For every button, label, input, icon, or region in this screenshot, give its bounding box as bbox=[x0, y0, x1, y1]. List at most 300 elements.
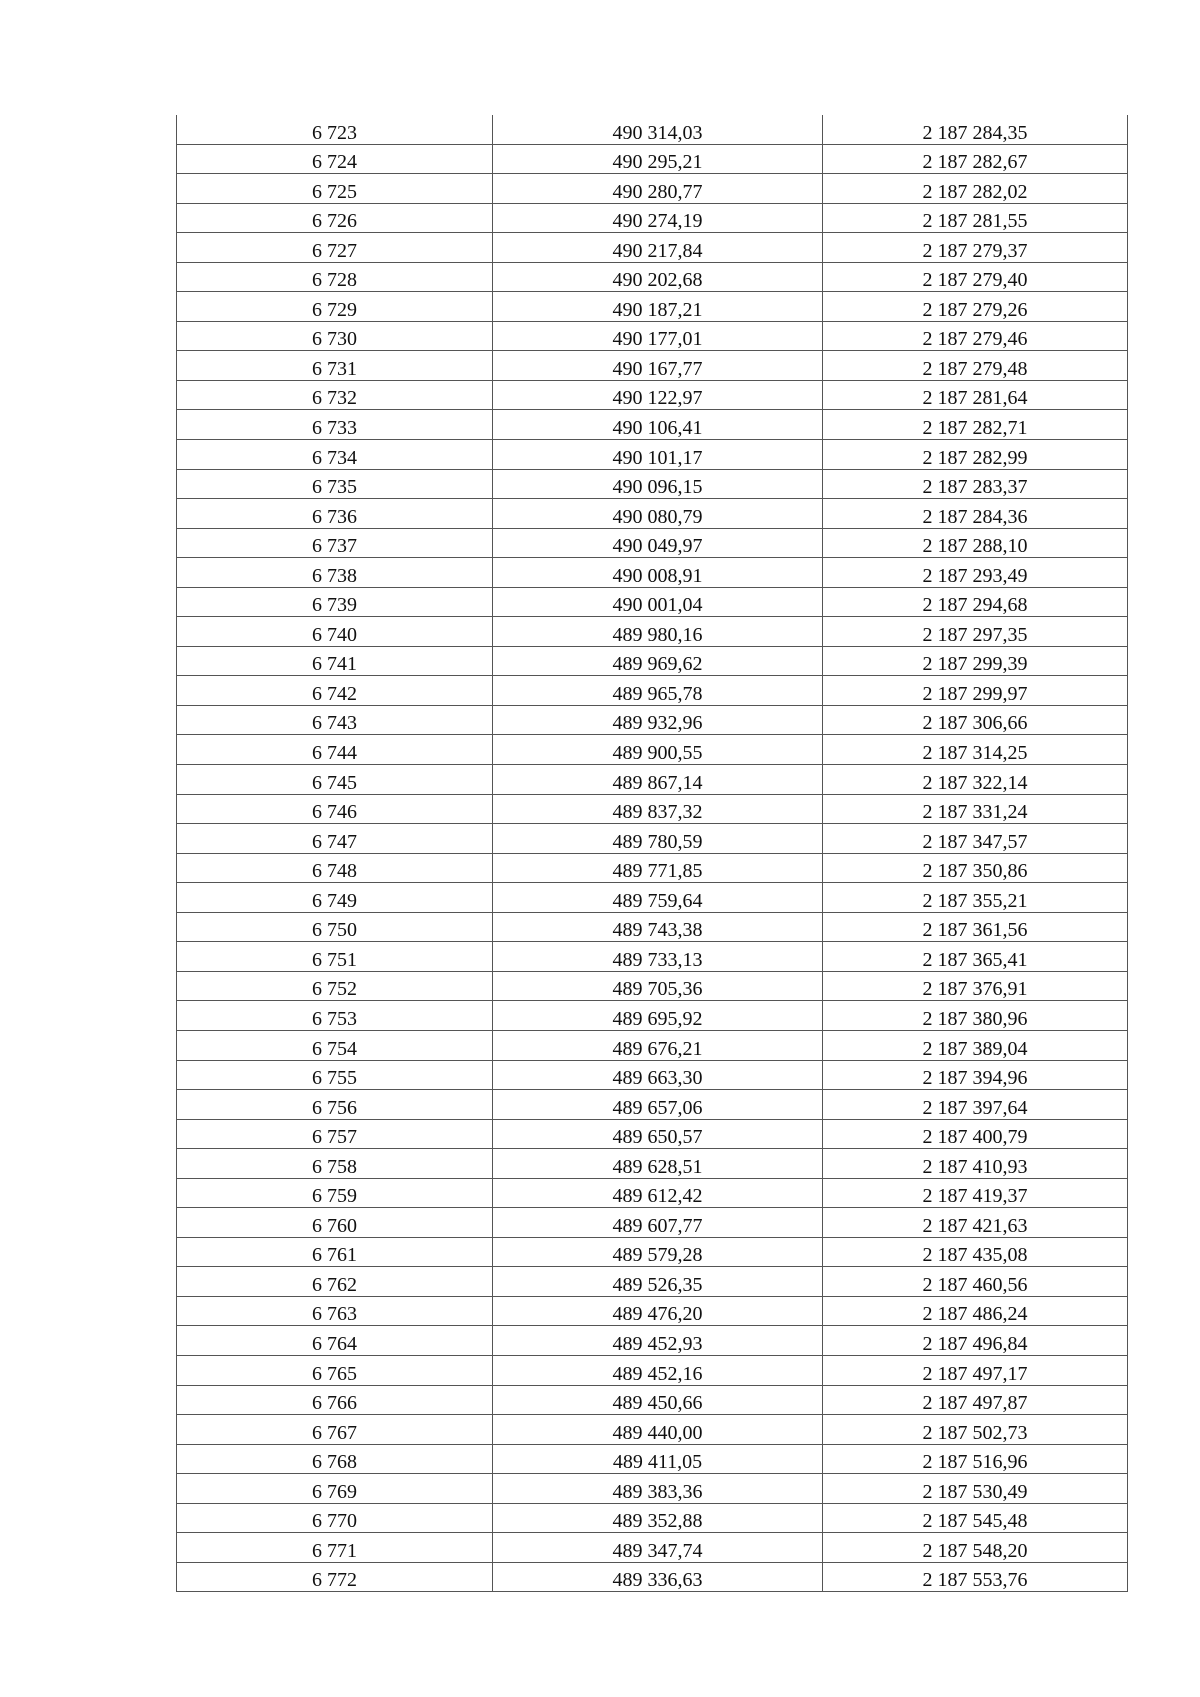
point-number-cell bbox=[177, 1533, 493, 1563]
cell-text: 2 187 394,96 bbox=[922, 1067, 1028, 1090]
x-coordinate-cell bbox=[493, 1267, 823, 1297]
cell-text: 2 187 293,49 bbox=[922, 564, 1028, 587]
point-number-cell bbox=[177, 262, 493, 292]
cell-text: 2 187 497,17 bbox=[922, 1362, 1028, 1385]
x-coordinate-cell bbox=[493, 646, 823, 676]
y-coordinate-cell bbox=[823, 469, 1128, 499]
table-row bbox=[177, 410, 1128, 440]
table-row bbox=[177, 321, 1128, 351]
table-row bbox=[177, 262, 1128, 292]
x-coordinate-cell bbox=[493, 1060, 823, 1090]
cell-text: 2 187 350,86 bbox=[922, 860, 1028, 883]
table-row bbox=[177, 1355, 1128, 1385]
x-coordinate-cell bbox=[493, 676, 823, 706]
y-coordinate-cell bbox=[823, 765, 1128, 795]
cell-text: 6 753 bbox=[312, 1007, 357, 1030]
cell-text: 6 735 bbox=[312, 476, 357, 499]
y-coordinate-cell bbox=[823, 587, 1128, 617]
cell-text: 489 450,66 bbox=[612, 1392, 703, 1415]
cell-text: 2 187 282,02 bbox=[922, 180, 1028, 203]
cell-text: 2 187 279,46 bbox=[922, 328, 1028, 351]
point-number-cell bbox=[177, 705, 493, 735]
y-coordinate-cell bbox=[823, 115, 1128, 144]
point-number-cell bbox=[177, 1208, 493, 1238]
table-row bbox=[177, 942, 1128, 972]
x-coordinate-cell bbox=[493, 1149, 823, 1179]
cell-text: 489 705,36 bbox=[612, 978, 703, 1001]
table-row bbox=[177, 617, 1128, 647]
cell-text: 2 187 419,37 bbox=[922, 1185, 1028, 1208]
table-row bbox=[177, 824, 1128, 854]
point-number-cell bbox=[177, 942, 493, 972]
cell-text: 2 187 553,76 bbox=[922, 1569, 1028, 1592]
cell-text: 6 761 bbox=[312, 1244, 357, 1267]
table-row bbox=[177, 1119, 1128, 1149]
cell-text: 2 187 281,64 bbox=[922, 387, 1028, 410]
cell-text: 2 187 516,96 bbox=[922, 1451, 1028, 1474]
table-row bbox=[177, 1267, 1128, 1297]
cell-text: 2 187 355,21 bbox=[922, 889, 1028, 912]
x-coordinate-cell bbox=[493, 558, 823, 588]
x-coordinate-cell bbox=[493, 321, 823, 351]
y-coordinate-cell bbox=[823, 971, 1128, 1001]
y-coordinate-cell bbox=[823, 1208, 1128, 1238]
table-row bbox=[177, 1296, 1128, 1326]
cell-text: 2 187 299,97 bbox=[922, 682, 1028, 705]
cell-text: 6 749 bbox=[312, 889, 357, 912]
cell-text: 6 743 bbox=[312, 712, 357, 735]
x-coordinate-cell bbox=[493, 499, 823, 529]
point-number-cell bbox=[177, 1149, 493, 1179]
y-coordinate-cell bbox=[823, 380, 1128, 410]
cell-text: 2 187 410,93 bbox=[922, 1155, 1028, 1178]
point-number-cell bbox=[177, 1001, 493, 1031]
x-coordinate-cell bbox=[493, 1030, 823, 1060]
point-number-cell bbox=[177, 1178, 493, 1208]
x-coordinate-cell bbox=[493, 1178, 823, 1208]
x-coordinate-cell bbox=[493, 735, 823, 765]
coordinates-table-body bbox=[177, 115, 1128, 1592]
cell-text: 6 748 bbox=[312, 860, 357, 883]
y-coordinate-cell bbox=[823, 1385, 1128, 1415]
cell-text: 489 526,35 bbox=[612, 1273, 703, 1296]
x-coordinate-cell bbox=[493, 1326, 823, 1356]
cell-text: 2 187 421,63 bbox=[922, 1214, 1028, 1237]
y-coordinate-cell bbox=[823, 824, 1128, 854]
cell-text: 489 452,16 bbox=[612, 1362, 703, 1385]
cell-text: 489 352,88 bbox=[612, 1510, 703, 1533]
x-coordinate-cell bbox=[493, 233, 823, 263]
cell-text: 2 187 322,14 bbox=[922, 771, 1028, 794]
x-coordinate-cell bbox=[493, 824, 823, 854]
y-coordinate-cell bbox=[823, 1001, 1128, 1031]
cell-text: 6 732 bbox=[312, 387, 357, 410]
cell-text: 2 187 282,67 bbox=[922, 151, 1028, 174]
cell-text: 489 347,74 bbox=[612, 1539, 703, 1562]
x-coordinate-cell bbox=[493, 1533, 823, 1563]
point-number-cell bbox=[177, 380, 493, 410]
cell-text: 6 746 bbox=[312, 801, 357, 824]
point-number-cell bbox=[177, 824, 493, 854]
table-row bbox=[177, 380, 1128, 410]
y-coordinate-cell bbox=[823, 942, 1128, 972]
point-number-cell bbox=[177, 853, 493, 883]
x-coordinate-cell bbox=[493, 883, 823, 913]
table-row bbox=[177, 883, 1128, 913]
x-coordinate-cell bbox=[493, 971, 823, 1001]
cell-text: 6 769 bbox=[312, 1480, 357, 1503]
point-number-cell bbox=[177, 292, 493, 322]
y-coordinate-cell bbox=[823, 1030, 1128, 1060]
cell-text: 489 900,55 bbox=[612, 742, 703, 765]
cell-text: 2 187 297,35 bbox=[922, 623, 1028, 646]
y-coordinate-cell bbox=[823, 292, 1128, 322]
cell-text: 6 770 bbox=[312, 1510, 357, 1533]
cell-text: 490 001,04 bbox=[612, 594, 703, 617]
y-coordinate-cell bbox=[823, 1296, 1128, 1326]
y-coordinate-cell bbox=[823, 617, 1128, 647]
y-coordinate-cell bbox=[823, 558, 1128, 588]
cell-text: 489 837,32 bbox=[612, 801, 703, 824]
cell-text: 6 725 bbox=[312, 180, 357, 203]
point-number-cell bbox=[177, 735, 493, 765]
cell-text: 490 080,79 bbox=[612, 505, 703, 528]
cell-text: 2 187 279,26 bbox=[922, 298, 1028, 321]
y-coordinate-cell bbox=[823, 410, 1128, 440]
y-coordinate-cell bbox=[823, 1444, 1128, 1474]
cell-text: 490 049,97 bbox=[612, 535, 703, 558]
cell-text: 2 187 497,87 bbox=[922, 1392, 1028, 1415]
cell-text: 2 187 284,35 bbox=[922, 121, 1028, 144]
table-row bbox=[177, 1237, 1128, 1267]
cell-text: 2 187 496,84 bbox=[922, 1332, 1028, 1355]
y-coordinate-cell bbox=[823, 321, 1128, 351]
table-row bbox=[177, 558, 1128, 588]
x-coordinate-cell bbox=[493, 1296, 823, 1326]
y-coordinate-cell bbox=[823, 1415, 1128, 1445]
cell-text: 2 187 288,10 bbox=[922, 535, 1028, 558]
cell-text: 6 747 bbox=[312, 830, 357, 853]
table-row bbox=[177, 765, 1128, 795]
table-row bbox=[177, 499, 1128, 529]
cell-text: 6 728 bbox=[312, 269, 357, 292]
cell-text: 489 743,38 bbox=[612, 919, 703, 942]
cell-text: 489 579,28 bbox=[612, 1244, 703, 1267]
point-number-cell bbox=[177, 617, 493, 647]
table-row bbox=[177, 1208, 1128, 1238]
point-number-cell bbox=[177, 1119, 493, 1149]
cell-text: 6 739 bbox=[312, 594, 357, 617]
cell-text: 6 758 bbox=[312, 1155, 357, 1178]
cell-text: 2 187 299,39 bbox=[922, 653, 1028, 676]
cell-text: 2 187 279,40 bbox=[922, 269, 1028, 292]
x-coordinate-cell bbox=[493, 292, 823, 322]
y-coordinate-cell bbox=[823, 1149, 1128, 1179]
cell-text: 489 965,78 bbox=[612, 682, 703, 705]
cell-text: 489 657,06 bbox=[612, 1096, 703, 1119]
cell-text: 2 187 545,48 bbox=[922, 1510, 1028, 1533]
cell-text: 490 295,21 bbox=[612, 151, 703, 174]
x-coordinate-cell bbox=[493, 617, 823, 647]
y-coordinate-cell bbox=[823, 499, 1128, 529]
x-coordinate-cell bbox=[493, 351, 823, 381]
table-row bbox=[177, 528, 1128, 558]
point-number-cell bbox=[177, 1296, 493, 1326]
table-row bbox=[177, 1326, 1128, 1356]
cell-text: 6 738 bbox=[312, 564, 357, 587]
y-coordinate-cell bbox=[823, 646, 1128, 676]
table-row bbox=[177, 440, 1128, 470]
cell-text: 489 676,21 bbox=[612, 1037, 703, 1060]
point-number-cell bbox=[177, 351, 493, 381]
table-row bbox=[177, 144, 1128, 174]
cell-text: 6 723 bbox=[312, 121, 357, 144]
point-number-cell bbox=[177, 144, 493, 174]
y-coordinate-cell bbox=[823, 1562, 1128, 1592]
y-coordinate-cell bbox=[823, 1178, 1128, 1208]
x-coordinate-cell bbox=[493, 1503, 823, 1533]
table-row bbox=[177, 1533, 1128, 1563]
table-row bbox=[177, 1562, 1128, 1592]
point-number-cell bbox=[177, 1562, 493, 1592]
point-number-cell bbox=[177, 440, 493, 470]
cell-text: 6 742 bbox=[312, 682, 357, 705]
table-row bbox=[177, 1385, 1128, 1415]
cell-text: 2 187 389,04 bbox=[922, 1037, 1028, 1060]
y-coordinate-cell bbox=[823, 1237, 1128, 1267]
cell-text: 489 932,96 bbox=[612, 712, 703, 735]
cell-text: 6 734 bbox=[312, 446, 357, 469]
x-coordinate-cell bbox=[493, 587, 823, 617]
cell-text: 6 755 bbox=[312, 1067, 357, 1090]
point-number-cell bbox=[177, 794, 493, 824]
y-coordinate-cell bbox=[823, 440, 1128, 470]
x-coordinate-cell bbox=[493, 1237, 823, 1267]
table-row bbox=[177, 469, 1128, 499]
cell-text: 2 187 502,73 bbox=[922, 1421, 1028, 1444]
cell-text: 489 650,57 bbox=[612, 1126, 703, 1149]
table-row bbox=[177, 705, 1128, 735]
point-number-cell bbox=[177, 883, 493, 913]
cell-text: 2 187 306,66 bbox=[922, 712, 1028, 735]
cell-text: 6 759 bbox=[312, 1185, 357, 1208]
y-coordinate-cell bbox=[823, 1533, 1128, 1563]
cell-text: 2 187 284,36 bbox=[922, 505, 1028, 528]
point-number-cell bbox=[177, 499, 493, 529]
table-row bbox=[177, 115, 1128, 144]
cell-text: 2 187 282,99 bbox=[922, 446, 1028, 469]
y-coordinate-cell bbox=[823, 203, 1128, 233]
cell-text: 2 187 365,41 bbox=[922, 948, 1028, 971]
y-coordinate-cell bbox=[823, 1060, 1128, 1090]
y-coordinate-cell bbox=[823, 1119, 1128, 1149]
y-coordinate-cell bbox=[823, 1355, 1128, 1385]
x-coordinate-cell bbox=[493, 1001, 823, 1031]
cell-text: 6 765 bbox=[312, 1362, 357, 1385]
x-coordinate-cell bbox=[493, 1119, 823, 1149]
table-row bbox=[177, 1415, 1128, 1445]
cell-text: 6 756 bbox=[312, 1096, 357, 1119]
point-number-cell bbox=[177, 676, 493, 706]
point-number-cell bbox=[177, 1444, 493, 1474]
point-number-cell bbox=[177, 1503, 493, 1533]
table-row bbox=[177, 853, 1128, 883]
cell-text: 490 167,77 bbox=[612, 357, 703, 380]
cell-text: 2 187 380,96 bbox=[922, 1007, 1028, 1030]
point-number-cell bbox=[177, 587, 493, 617]
cell-text: 6 766 bbox=[312, 1392, 357, 1415]
point-number-cell bbox=[177, 469, 493, 499]
y-coordinate-cell bbox=[823, 794, 1128, 824]
table-row bbox=[177, 174, 1128, 204]
point-number-cell bbox=[177, 174, 493, 204]
point-number-cell bbox=[177, 1326, 493, 1356]
y-coordinate-cell bbox=[823, 1503, 1128, 1533]
table-row bbox=[177, 1444, 1128, 1474]
x-coordinate-cell bbox=[493, 853, 823, 883]
table-row bbox=[177, 912, 1128, 942]
x-coordinate-cell bbox=[493, 1474, 823, 1504]
y-coordinate-cell bbox=[823, 1267, 1128, 1297]
cell-text: 2 187 281,55 bbox=[922, 210, 1028, 233]
point-number-cell bbox=[177, 528, 493, 558]
x-coordinate-cell bbox=[493, 203, 823, 233]
table-row bbox=[177, 351, 1128, 381]
x-coordinate-cell bbox=[493, 1208, 823, 1238]
table-row bbox=[177, 587, 1128, 617]
cell-text: 2 187 283,37 bbox=[922, 476, 1028, 499]
x-coordinate-cell bbox=[493, 1415, 823, 1445]
y-coordinate-cell bbox=[823, 912, 1128, 942]
x-coordinate-cell bbox=[493, 912, 823, 942]
table-row bbox=[177, 233, 1128, 263]
cell-text: 6 729 bbox=[312, 298, 357, 321]
cell-text: 489 759,64 bbox=[612, 889, 703, 912]
point-number-cell bbox=[177, 1385, 493, 1415]
cell-text: 6 754 bbox=[312, 1037, 357, 1060]
x-coordinate-cell bbox=[493, 410, 823, 440]
cell-text: 490 177,01 bbox=[612, 328, 703, 351]
cell-text: 489 969,62 bbox=[612, 653, 703, 676]
cell-text: 2 187 279,48 bbox=[922, 357, 1028, 380]
point-number-cell bbox=[177, 765, 493, 795]
cell-text: 489 607,77 bbox=[612, 1214, 703, 1237]
cell-text: 489 867,14 bbox=[612, 771, 703, 794]
cell-text: 489 771,85 bbox=[612, 860, 703, 883]
cell-text: 490 122,97 bbox=[612, 387, 703, 410]
cell-text: 6 772 bbox=[312, 1569, 357, 1592]
point-number-cell bbox=[177, 558, 493, 588]
cell-text: 2 187 400,79 bbox=[922, 1126, 1028, 1149]
cell-text: 6 745 bbox=[312, 771, 357, 794]
table-row bbox=[177, 1178, 1128, 1208]
table-row bbox=[177, 1060, 1128, 1090]
cell-text: 489 411,05 bbox=[612, 1451, 703, 1474]
y-coordinate-cell bbox=[823, 233, 1128, 263]
point-number-cell bbox=[177, 1030, 493, 1060]
x-coordinate-cell bbox=[493, 942, 823, 972]
cell-text: 2 187 361,56 bbox=[922, 919, 1028, 942]
x-coordinate-cell bbox=[493, 765, 823, 795]
point-number-cell bbox=[177, 1090, 493, 1120]
table-row bbox=[177, 1001, 1128, 1031]
cell-text: 489 780,59 bbox=[612, 830, 703, 853]
x-coordinate-cell bbox=[493, 380, 823, 410]
table-row bbox=[177, 1090, 1128, 1120]
cell-text: 6 741 bbox=[312, 653, 357, 676]
cell-text: 6 760 bbox=[312, 1214, 357, 1237]
cell-text: 489 440,00 bbox=[612, 1421, 703, 1444]
cell-text: 6 740 bbox=[312, 623, 357, 646]
table-row bbox=[177, 676, 1128, 706]
table-row bbox=[177, 1030, 1128, 1060]
table-row bbox=[177, 292, 1128, 322]
point-number-cell bbox=[177, 233, 493, 263]
cell-text: 490 101,17 bbox=[612, 446, 703, 469]
cell-text: 2 187 331,24 bbox=[922, 801, 1028, 824]
point-number-cell bbox=[177, 203, 493, 233]
point-number-cell bbox=[177, 410, 493, 440]
x-coordinate-cell bbox=[493, 174, 823, 204]
cell-text: 489 452,93 bbox=[612, 1332, 703, 1355]
y-coordinate-cell bbox=[823, 676, 1128, 706]
point-number-cell bbox=[177, 1060, 493, 1090]
x-coordinate-cell bbox=[493, 1562, 823, 1592]
cell-text: 490 217,84 bbox=[612, 239, 703, 262]
cell-text: 6 733 bbox=[312, 417, 357, 440]
cell-text: 6 730 bbox=[312, 328, 357, 351]
cell-text: 2 187 376,91 bbox=[922, 978, 1028, 1001]
point-number-cell bbox=[177, 1474, 493, 1504]
cell-text: 6 762 bbox=[312, 1273, 357, 1296]
point-number-cell bbox=[177, 1237, 493, 1267]
x-coordinate-cell bbox=[493, 262, 823, 292]
y-coordinate-cell bbox=[823, 1326, 1128, 1356]
cell-text: 489 336,63 bbox=[612, 1569, 703, 1592]
cell-text: 2 187 435,08 bbox=[922, 1244, 1028, 1267]
x-coordinate-cell bbox=[493, 794, 823, 824]
table-row bbox=[177, 203, 1128, 233]
cell-text: 489 383,36 bbox=[612, 1480, 703, 1503]
table-row bbox=[177, 1474, 1128, 1504]
y-coordinate-cell bbox=[823, 853, 1128, 883]
cell-text: 6 757 bbox=[312, 1126, 357, 1149]
x-coordinate-cell bbox=[493, 1444, 823, 1474]
table-row bbox=[177, 735, 1128, 765]
cell-text: 489 663,30 bbox=[612, 1067, 703, 1090]
cell-text: 6 737 bbox=[312, 535, 357, 558]
cell-text: 6 767 bbox=[312, 1421, 357, 1444]
cell-text: 6 752 bbox=[312, 978, 357, 1001]
x-coordinate-cell bbox=[493, 528, 823, 558]
cell-text: 2 187 397,64 bbox=[922, 1096, 1028, 1119]
cell-text: 6 771 bbox=[312, 1539, 357, 1562]
cell-text: 6 751 bbox=[312, 948, 357, 971]
table-row bbox=[177, 794, 1128, 824]
point-number-cell bbox=[177, 321, 493, 351]
y-coordinate-cell bbox=[823, 1474, 1128, 1504]
x-coordinate-cell bbox=[493, 1355, 823, 1385]
y-coordinate-cell bbox=[823, 705, 1128, 735]
y-coordinate-cell bbox=[823, 174, 1128, 204]
cell-text: 6 764 bbox=[312, 1332, 357, 1355]
cell-text: 2 187 314,25 bbox=[922, 742, 1028, 765]
cell-text: 490 314,03 bbox=[612, 121, 703, 144]
point-number-cell bbox=[177, 912, 493, 942]
table-row bbox=[177, 971, 1128, 1001]
coordinates-table bbox=[176, 115, 1128, 1592]
cell-text: 490 274,19 bbox=[612, 210, 703, 233]
